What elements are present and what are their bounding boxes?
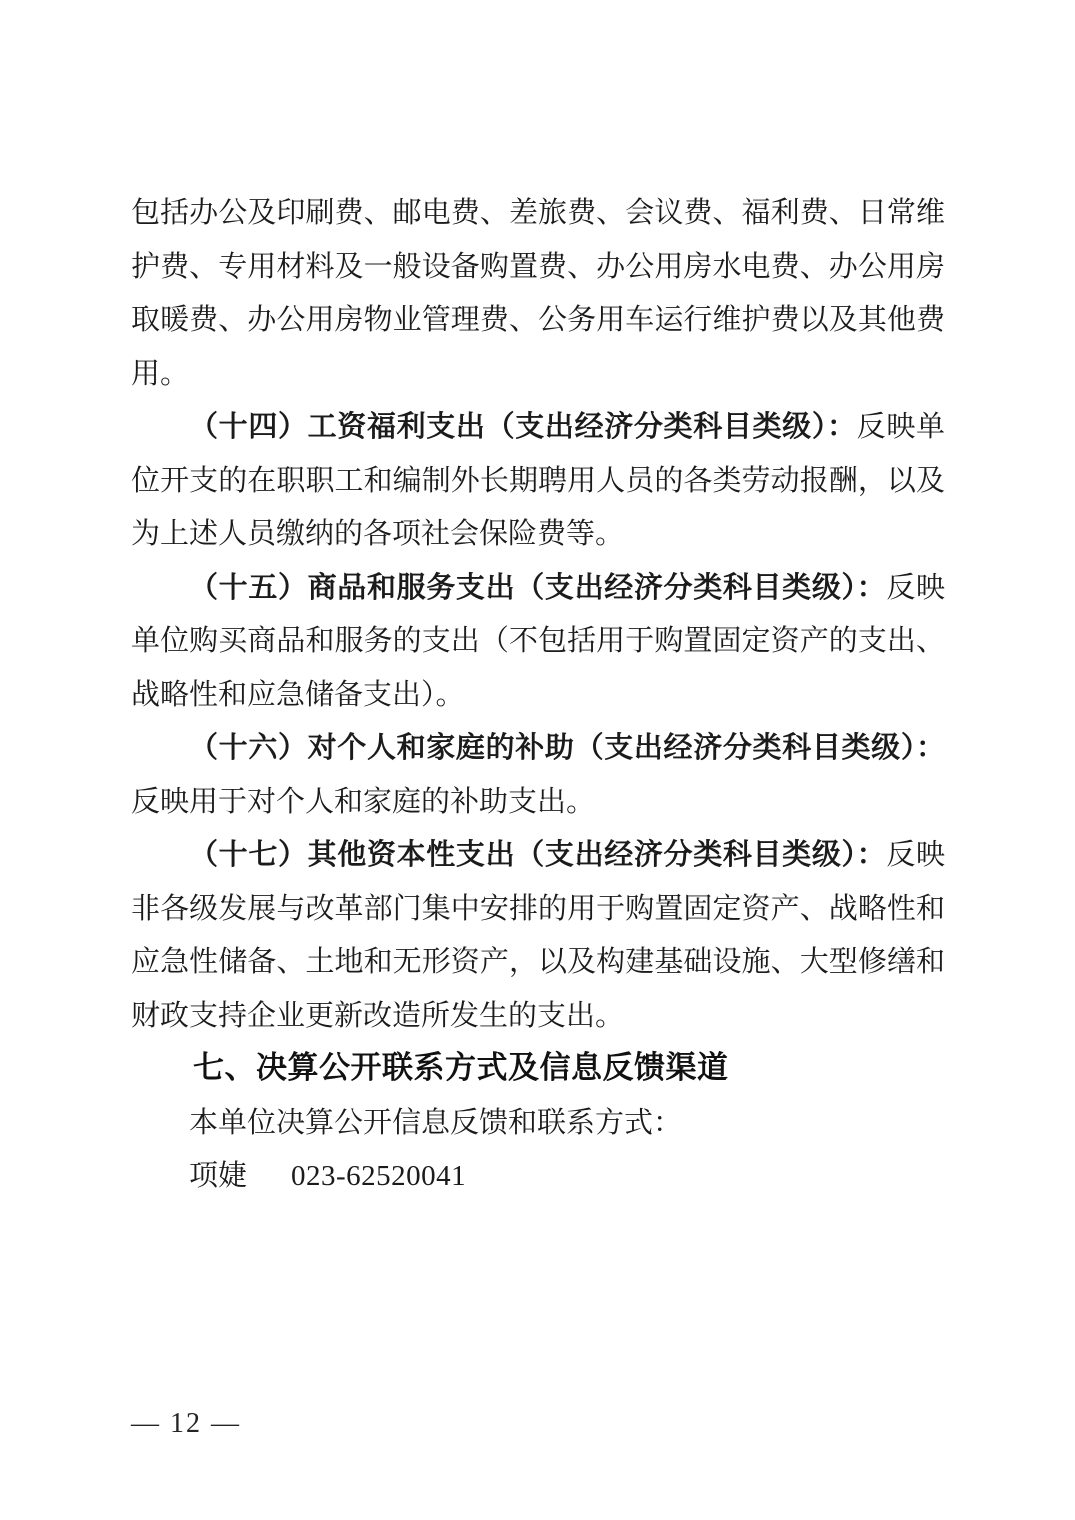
paragraph-item-16: [131, 721, 945, 828]
paragraph-lead: （十七）其他资本性支出（支出经济分类科目类级）：: [189, 837, 887, 871]
section-heading: 七、决算公开联系方式及信息反馈渠道: [193, 1050, 729, 1086]
paragraph-text: 反映单位购买商品和服务的支出（不包括用于购置固定资产的支出、战略性和应急储备支出）。: [131, 569, 945, 711]
paragraph-text: 反映非各级发展与改革部门集中安排的用于购置固定资产、战略性和应急性储备、土地和无形资产，以及构建基础设施、大型修缮和财政支持企业更新改造所发生的支出。: [131, 837, 945, 1032]
contact-intro: [131, 1096, 945, 1150]
paragraph-text: 反映用于对个人和家庭的补助支出。: [131, 783, 596, 818]
paragraph-text: 反映单位开支的在职职工和编制外长期聘用人员的各类劳动报酬，以及为上述人员缴纳的各项社会保险费等。: [131, 409, 945, 550]
contact-intro-text: 本单位决算公开信息反馈和联系方式：: [189, 1104, 683, 1139]
paragraph-item-17: [131, 828, 945, 1042]
contact-name: 项婕: [189, 1158, 248, 1192]
contact-line: [131, 1149, 945, 1204]
paragraph-expense-items: [131, 186, 945, 400]
paragraph-text: 包括办公及印刷费、邮电费、差旅费、会议费、福利费、日常维护费、专用材料及一般设备购置费、办公用房水电费、办公用房取暖费、办公用房物业管理费、公务用车运行维护费以及其他费用。: [131, 195, 945, 390]
paragraph-item-15: [131, 561, 945, 722]
paragraph-lead: （十五）商品和服务支出（支出经济分类科目类级）：: [189, 569, 887, 604]
paragraph-item-14: [131, 400, 945, 561]
paragraph-lead: （十四）工资福利支出（支出经济分类科目类级）：: [189, 409, 857, 443]
page-number: — 12 —: [131, 1408, 241, 1439]
paragraph-lead: （十六）对个人和家庭的补助（支出经济分类科目类级）：: [189, 730, 945, 764]
contact-phone: 023-62520041: [291, 1160, 467, 1192]
document-content: [131, 186, 945, 1204]
